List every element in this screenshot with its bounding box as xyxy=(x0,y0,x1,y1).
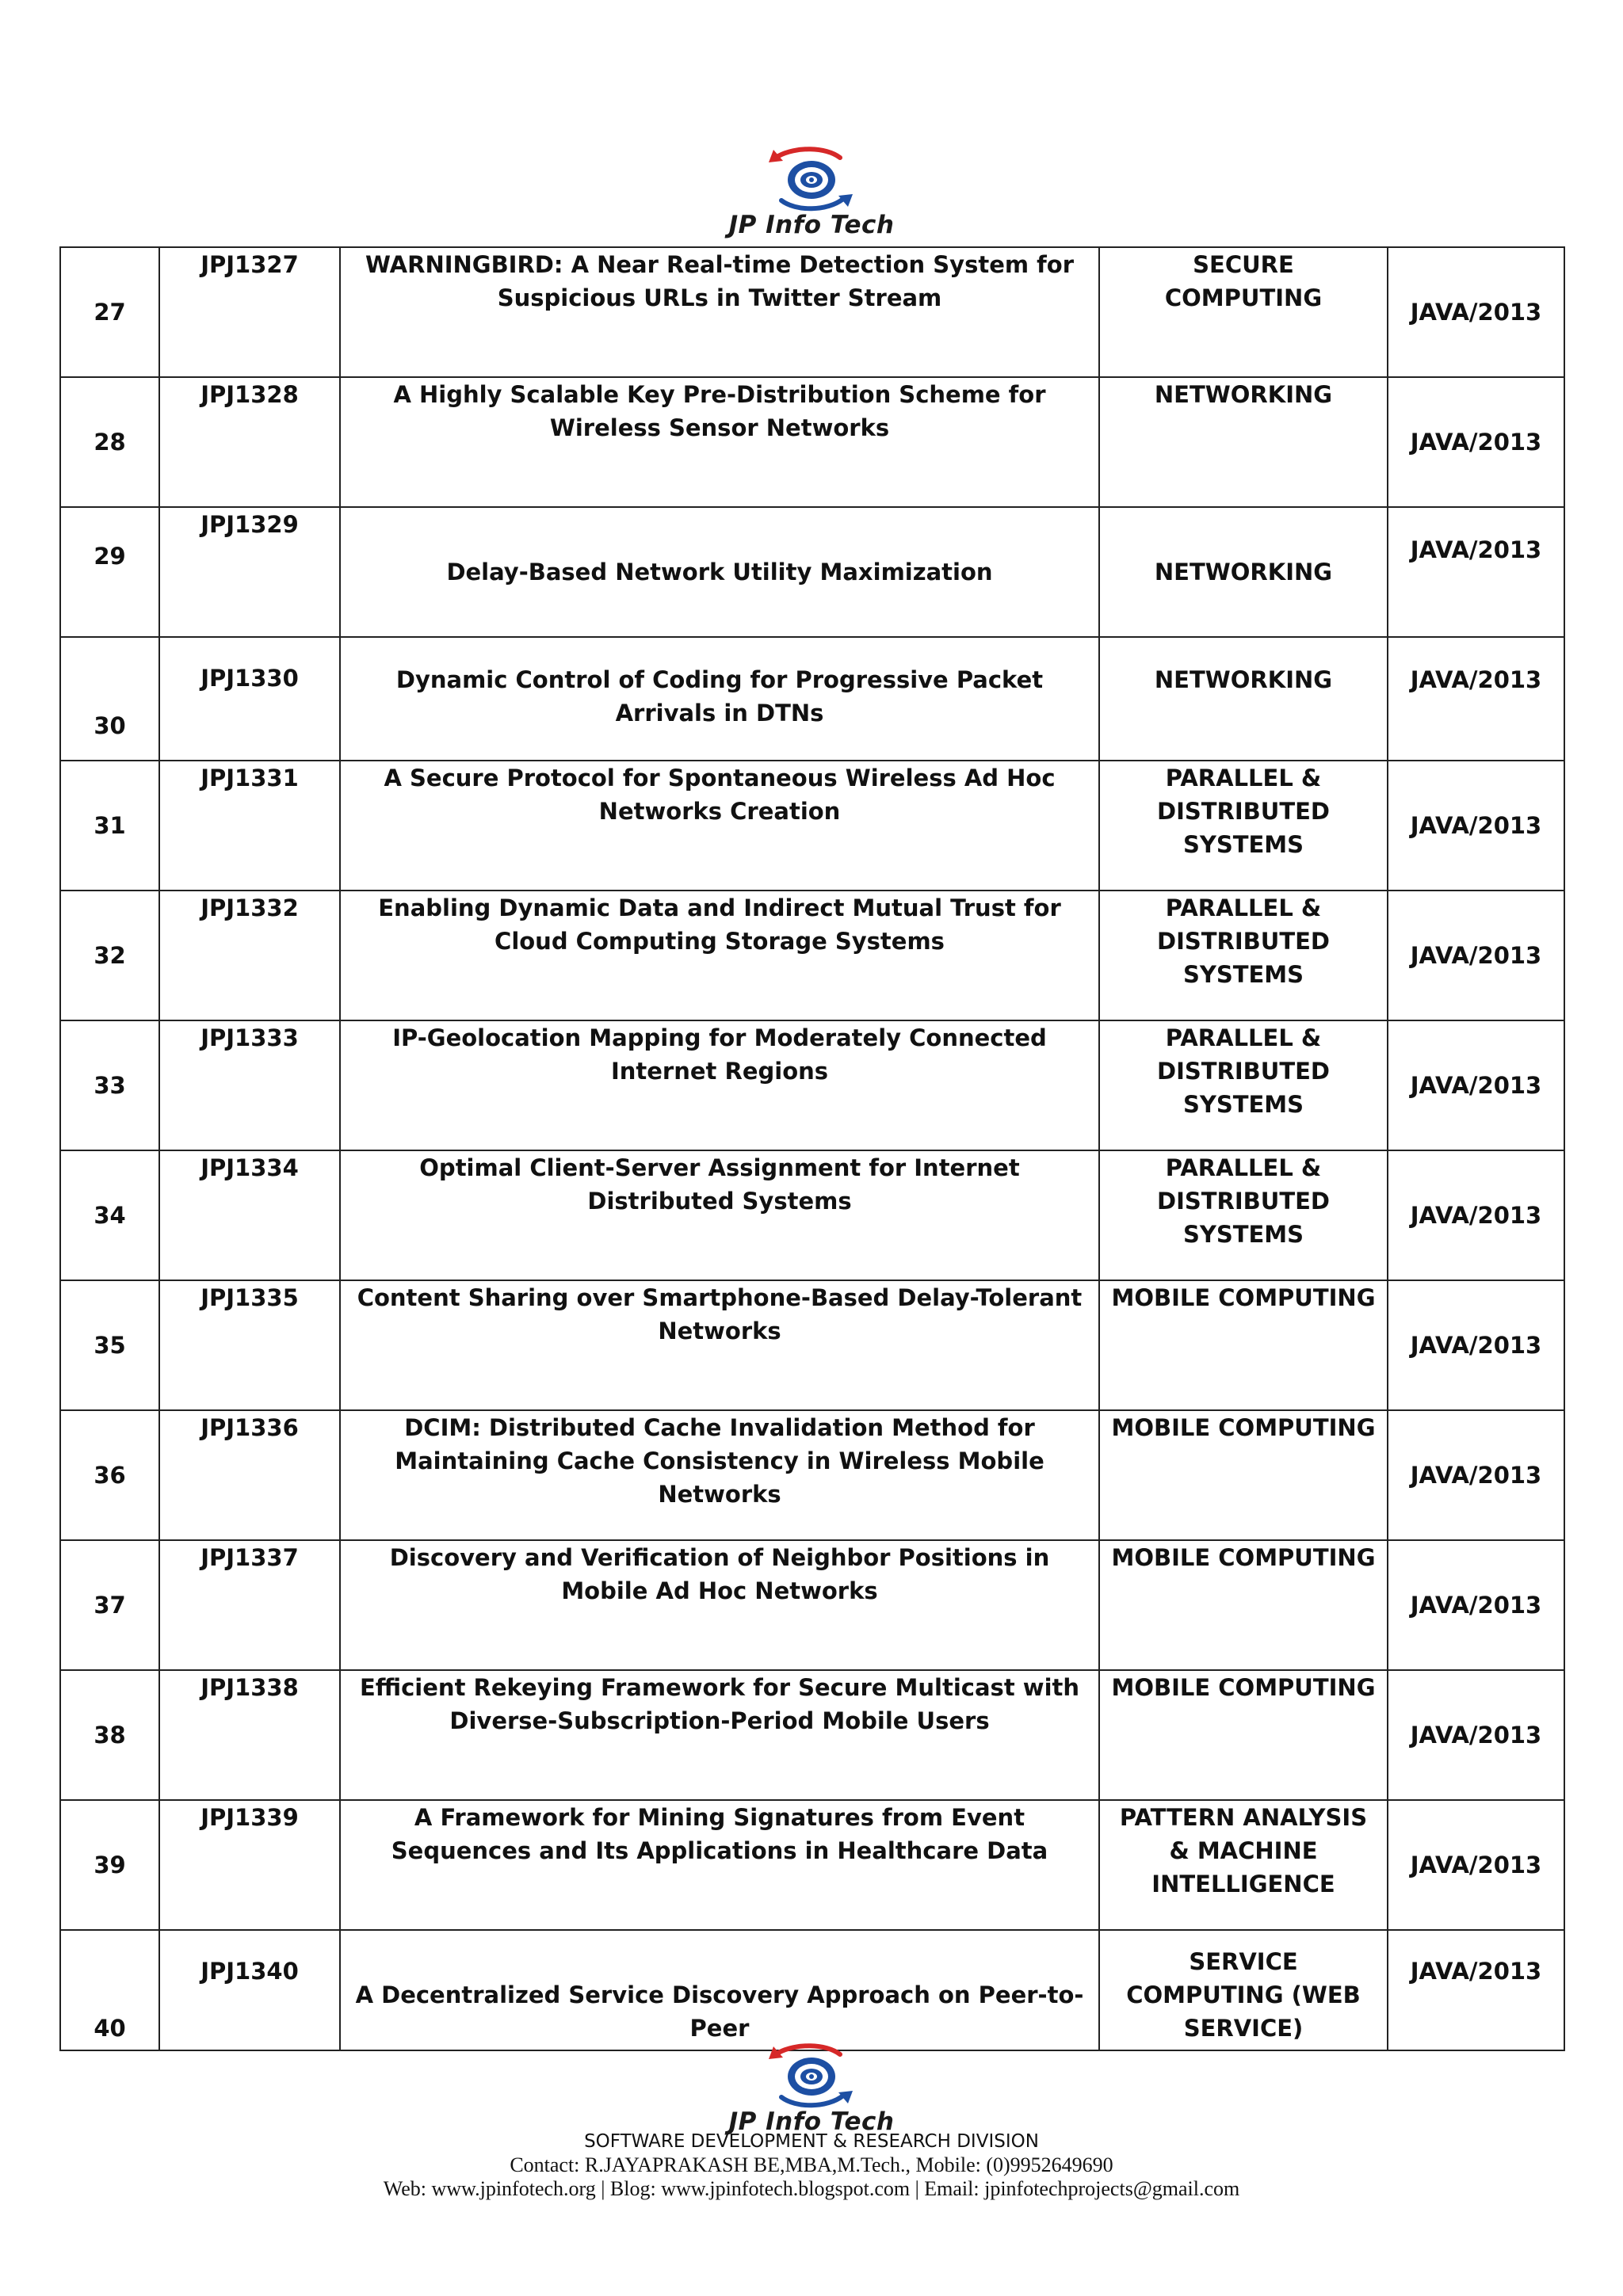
footer-logo-text: JP Info Tech xyxy=(728,2107,895,2136)
project-category: NETWORKING xyxy=(1099,377,1388,507)
project-title: WARNINGBIRD: A Near Real-time Detection System for Suspicious URLs in Twitter Stream xyxy=(340,247,1099,377)
project-title: A Decentralized Service Discovery Approach on Peer-to-Peer xyxy=(340,1930,1099,2050)
project-year: JAVA/2013 xyxy=(1388,1280,1564,1410)
row-number: 38 xyxy=(60,1670,159,1800)
project-category: MOBILE COMPUTING xyxy=(1099,1670,1388,1800)
project-year: JAVA/2013 xyxy=(1388,1150,1564,1280)
row-number: 29 xyxy=(60,507,159,637)
project-year: JAVA/2013 xyxy=(1388,507,1564,637)
project-code: JPJ1337 xyxy=(159,1540,340,1670)
table-row xyxy=(60,1020,1564,1150)
table-row xyxy=(60,1280,1564,1410)
row-number: 32 xyxy=(60,891,159,1020)
project-category: NETWORKING xyxy=(1099,637,1388,761)
project-category: NETWORKING xyxy=(1099,507,1388,637)
project-title: Discovery and Verification of Neighbor Positions in Mobile Ad Hoc Networks xyxy=(340,1540,1099,1670)
row-number: 36 xyxy=(60,1410,159,1540)
project-category: PARALLEL & DISTRIBUTED SYSTEMS xyxy=(1099,1150,1388,1280)
project-year: JAVA/2013 xyxy=(1388,1020,1564,1150)
project-category: MOBILE COMPUTING xyxy=(1099,1410,1388,1540)
project-code: JPJ1340 xyxy=(159,1930,340,2050)
project-title: Content Sharing over Smartphone-Based Delay-Tolerant Networks xyxy=(340,1280,1099,1410)
project-title: Delay-Based Network Utility Maximization xyxy=(340,507,1099,637)
project-title: Optimal Client-Server Assignment for Internet Distributed Systems xyxy=(340,1150,1099,1280)
row-number: 33 xyxy=(60,1020,159,1150)
project-code: JPJ1329 xyxy=(159,507,340,637)
table-row xyxy=(60,1150,1564,1280)
project-title: IP-Geolocation Mapping for Moderately Connected Internet Regions xyxy=(340,1020,1099,1150)
target-logo-icon xyxy=(764,2042,859,2110)
row-number: 28 xyxy=(60,377,159,507)
table-row xyxy=(60,891,1564,1020)
table-row xyxy=(60,637,1564,761)
projects-table xyxy=(59,246,1565,2051)
project-year: JAVA/2013 xyxy=(1388,1540,1564,1670)
project-category: PARALLEL & DISTRIBUTED SYSTEMS xyxy=(1099,891,1388,1020)
row-number: 34 xyxy=(60,1150,159,1280)
table-row xyxy=(60,1800,1564,1930)
table-row xyxy=(60,247,1564,377)
project-year: JAVA/2013 xyxy=(1388,377,1564,507)
project-code: JPJ1332 xyxy=(159,891,340,1020)
footer-contact: Contact: R.JAYAPRAKASH BE,MBA,M.Tech., Mobile: (0)9952649690 xyxy=(510,2153,1113,2176)
project-category: SERVICE COMPUTING (WEB SERVICE) xyxy=(1099,1930,1388,2050)
project-category: PATTERN ANALYSIS & MACHINE INTELLIGENCE xyxy=(1099,1800,1388,1930)
project-code: JPJ1327 xyxy=(159,247,340,377)
table-row xyxy=(60,761,1564,891)
project-year: JAVA/2013 xyxy=(1388,637,1564,761)
project-year: JAVA/2013 xyxy=(1388,1800,1564,1930)
header-logo xyxy=(0,145,1623,238)
table-row xyxy=(60,1930,1564,2050)
project-category: MOBILE COMPUTING xyxy=(1099,1540,1388,1670)
project-category: SECURE COMPUTING xyxy=(1099,247,1388,377)
project-code: JPJ1330 xyxy=(159,637,340,761)
table-row xyxy=(60,1410,1564,1540)
table-row xyxy=(60,1540,1564,1670)
footer-division: SOFTWARE DEVELOPMENT & RESEARCH DIVISION xyxy=(584,2131,1039,2152)
project-title: A Secure Protocol for Spontaneous Wireless Ad Hoc Networks Creation xyxy=(340,761,1099,891)
project-title: Dynamic Control of Coding for Progressive Packet Arrivals in DTNs xyxy=(340,637,1099,761)
project-code: JPJ1331 xyxy=(159,761,340,891)
project-year: JAVA/2013 xyxy=(1388,1670,1564,1800)
row-number: 39 xyxy=(60,1800,159,1930)
project-code: JPJ1334 xyxy=(159,1150,340,1280)
table-row xyxy=(60,507,1564,637)
project-year: JAVA/2013 xyxy=(1388,247,1564,377)
footer-logo xyxy=(0,2042,1623,2134)
project-category: PARALLEL & DISTRIBUTED SYSTEMS xyxy=(1099,1020,1388,1150)
row-number: 35 xyxy=(60,1280,159,1410)
project-code: JPJ1336 xyxy=(159,1410,340,1540)
project-year: JAVA/2013 xyxy=(1388,761,1564,891)
project-year: JAVA/2013 xyxy=(1388,891,1564,1020)
row-number: 30 xyxy=(60,637,159,761)
project-code: JPJ1333 xyxy=(159,1020,340,1150)
header-logo-text: JP Info Tech xyxy=(728,211,895,239)
target-logo-icon xyxy=(764,145,859,213)
row-number: 31 xyxy=(60,761,159,891)
project-title: DCIM: Distributed Cache Invalidation Method for Maintaining Cache Consistency in Wireless Mobile Networks xyxy=(340,1410,1099,1540)
project-title: A Framework for Mining Signatures from Event Sequences and Its Applications in Healthcare Data xyxy=(340,1800,1099,1930)
project-title: Efficient Rekeying Framework for Secure Multicast with Diverse-Subscription-Period Mobile Users xyxy=(340,1670,1099,1800)
project-year: JAVA/2013 xyxy=(1388,1930,1564,2050)
project-category: MOBILE COMPUTING xyxy=(1099,1280,1388,1410)
table-row xyxy=(60,377,1564,507)
project-code: JPJ1335 xyxy=(159,1280,340,1410)
footer-web: Web: www.jpinfotech.org | Blog: www.jpinfotech.blogspot.com | Email: jpinfotechprojects@gmail.com xyxy=(383,2177,1240,2200)
project-year: JAVA/2013 xyxy=(1388,1410,1564,1540)
project-code: JPJ1328 xyxy=(159,377,340,507)
project-code: JPJ1339 xyxy=(159,1800,340,1930)
project-code: JPJ1338 xyxy=(159,1670,340,1800)
project-category: PARALLEL & DISTRIBUTED SYSTEMS xyxy=(1099,761,1388,891)
project-title: A Highly Scalable Key Pre-Distribution Scheme for Wireless Sensor Networks xyxy=(340,377,1099,507)
table-row xyxy=(60,1670,1564,1800)
row-number: 40 xyxy=(60,1930,159,2050)
row-number: 37 xyxy=(60,1540,159,1670)
row-number: 27 xyxy=(60,247,159,377)
project-title: Enabling Dynamic Data and Indirect Mutual Trust for Cloud Computing Storage Systems xyxy=(340,891,1099,1020)
